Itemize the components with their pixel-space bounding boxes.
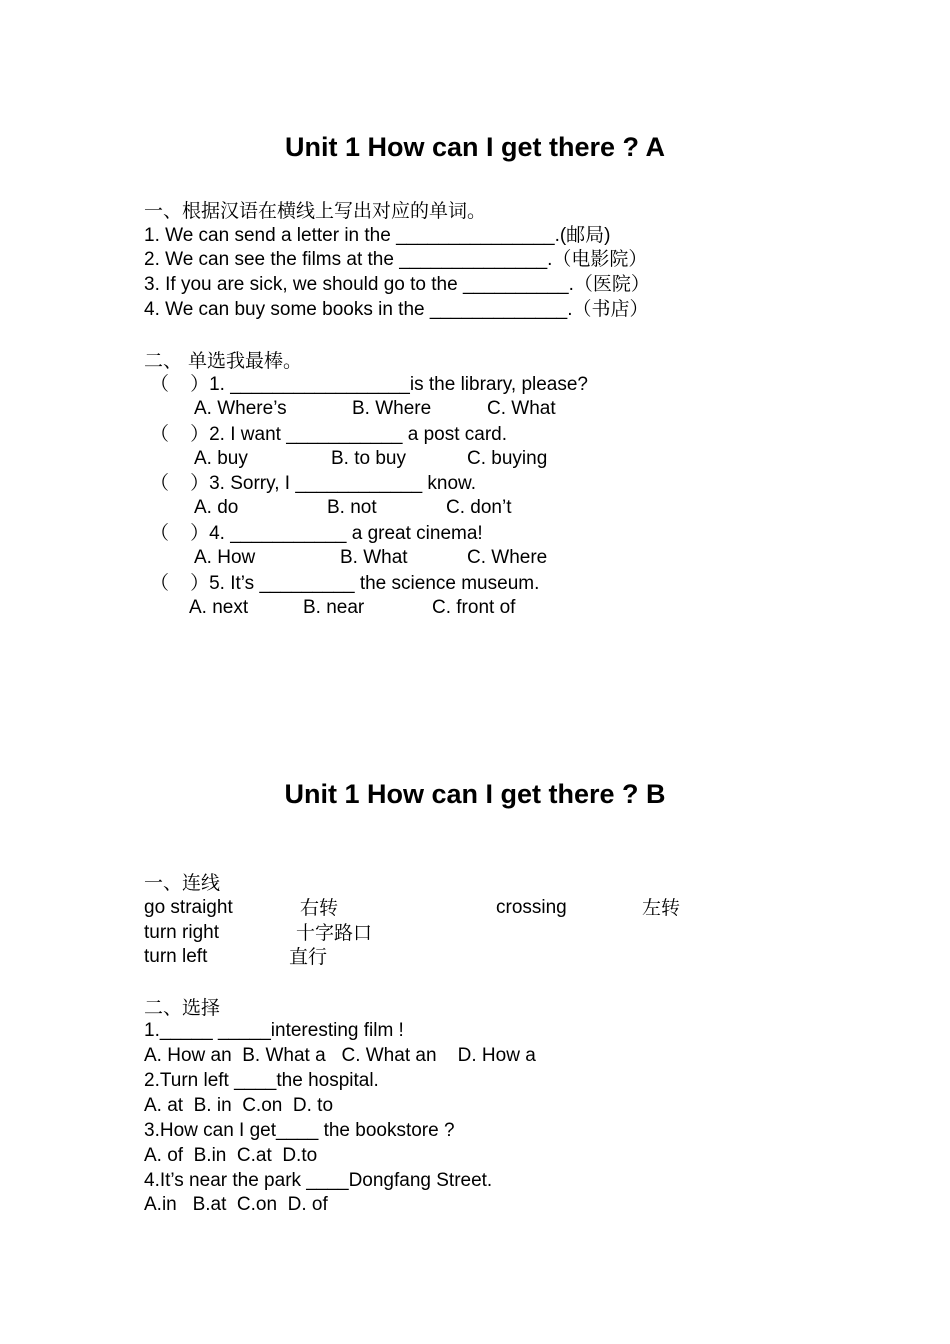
mc-question-4: （ ）4. ___________ a great cinema!	[150, 523, 483, 544]
choice-line: A. How an B. What a C. What an D. How a	[144, 1045, 536, 1066]
mc-option: C. Where	[467, 547, 548, 568]
fill-item-2: 2. We can see the films at the ______________.（电影院）	[144, 249, 648, 270]
mc-option: A. How	[194, 547, 256, 568]
match-chinese: 直行	[289, 946, 328, 968]
mc-question-2: （ ）2. I want ___________ a post card.	[150, 424, 508, 445]
fill-item-4: 4. We can buy some books in the _____________.（书店）	[144, 299, 649, 320]
section-a-part1-heading: 一、根据汉语在横线上写出对应的单词。	[144, 200, 487, 222]
match-english: turn left	[144, 946, 208, 967]
mc-option: A. Where’s	[194, 398, 287, 419]
choice-line: 2.Turn left ____the hospital.	[144, 1070, 379, 1091]
mc-option: B. to buy	[331, 448, 406, 469]
choice-line: 4.It’s near the park ____Dongfang Street.	[144, 1170, 493, 1191]
match-chinese: 右转	[300, 897, 339, 919]
choice-line: A. of B.in C.at D.to	[144, 1145, 318, 1166]
mc-option: C. buying	[467, 448, 548, 469]
section-a-title: Unit 1 How can I get there ? A	[284, 132, 666, 162]
match-chinese: 左转	[642, 897, 681, 919]
mc-option: C. What	[487, 398, 556, 419]
match-english: turn right	[144, 922, 219, 943]
mc-option: A. do	[194, 497, 239, 518]
mc-option: C. front of	[432, 597, 516, 618]
section-b-part1-heading: 一、连线	[144, 872, 221, 894]
mc-option: B. near	[303, 597, 365, 618]
mc-option: A. next	[189, 597, 249, 618]
choice-line: A.in B.at C.on D. of	[144, 1194, 328, 1215]
mc-option: B. What	[340, 547, 408, 568]
mc-question-5: （ ）5. It’s _________ the science museum.	[150, 573, 540, 594]
mc-option: C. don’t	[446, 497, 512, 518]
mc-option: B. not	[327, 497, 377, 518]
match-english: go straight	[144, 897, 233, 918]
match-english: crossing	[496, 897, 567, 918]
choice-line: 1._____ _____interesting film !	[144, 1020, 404, 1041]
mc-option: A. buy	[194, 448, 248, 469]
mc-question-3: （ ）3. Sorry, I ____________ know.	[150, 473, 477, 494]
fill-item-3: 3. If you are sick, we should go to the __________.（医院）	[144, 274, 650, 295]
choice-line: A. at B. in C.on D. to	[144, 1095, 334, 1116]
section-a-part2-heading: 二、 单选我最棒。	[144, 350, 303, 372]
mc-question-1: （ ）1. _________________is the library, please?	[150, 374, 589, 395]
match-chinese: 十字路口	[296, 922, 373, 944]
mc-option: B. Where	[352, 398, 432, 419]
fill-item-1: 1. We can send a letter in the _______________.(邮局)	[144, 225, 611, 246]
section-b-title: Unit 1 How can I get there ? B	[284, 779, 666, 809]
section-b-part2-heading: 二、选择	[144, 997, 221, 1019]
choice-line: 3.How can I get____ the bookstore ?	[144, 1120, 455, 1141]
